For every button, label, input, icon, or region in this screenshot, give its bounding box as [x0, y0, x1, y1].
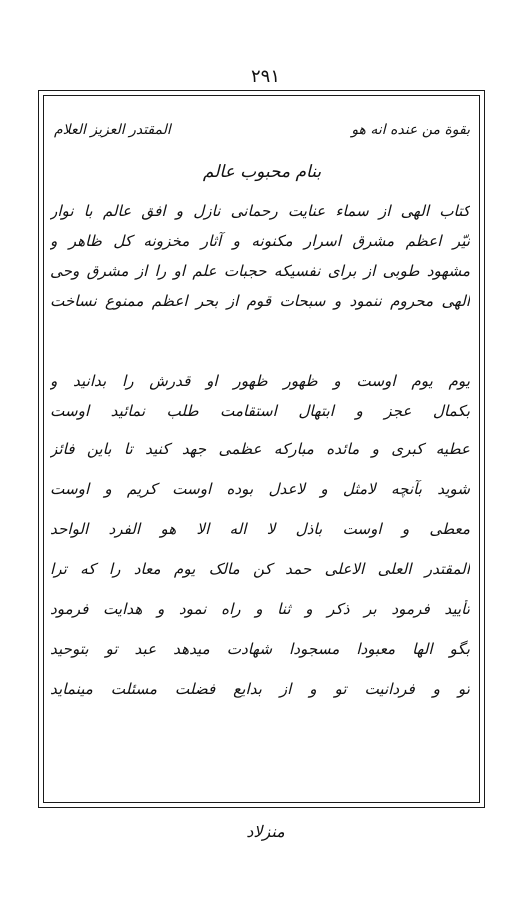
- text-line: عطیه کبری و مائده مبارکه عظمی جهد کنید تا باین فائز: [50, 440, 470, 458]
- text-line: بکمال عجز و ابتهال استقامت طلب نمائید اوست: [50, 402, 470, 420]
- text-line: شوید بآنچه لامثل و لاعدل بوده اوست کریم و اوست: [50, 480, 470, 498]
- text-line: کتاب الهی از سماء عنایت رحمانی نازل و افق عالم با نوار: [50, 202, 470, 220]
- invocation-left: المقتدر العزيز العلام: [54, 122, 171, 138]
- text-line: مشهود طوبی از برای نفسیکه حجبات علم او را از مشرق وحی: [50, 262, 470, 280]
- text-line: تو و فردانیت تو و از بدایع فضلت مسئلت مینماید: [50, 680, 470, 698]
- text-line: یوم یوم اوست و ظهور ظهور او قدرش را بدانید و: [50, 372, 470, 390]
- text-line: الهی محروم ننمود و سبحات قوم از بحر اعظم ممنوع نساخت: [50, 292, 470, 310]
- page-number: ۲۹۱: [250, 66, 280, 87]
- text-line: المقتدر العلی الاعلی حمد کن مالک یوم معاد را که ترا: [50, 560, 470, 578]
- text-line: معطی و اوست باذل لا اله الا هو الفرد الواحد: [50, 520, 470, 538]
- tablet-title: بنام محبوب عالم: [202, 162, 322, 182]
- text-line: نیّر اعظم مشرق اسرار مکنونه و آثار مخزونه کل ظاهر و: [50, 232, 470, 250]
- text-line: بگو الها معبودا مسجودا شهادت میدهد عبد تو بتوحید: [50, 640, 470, 658]
- text-line: تأیید فرمود بر ذکر و ثنا و راه نمود و هدایت فرمود: [50, 600, 470, 618]
- catchword: منزلاد: [246, 822, 285, 841]
- invocation-right: بقوة من عنده انه هو: [351, 122, 470, 138]
- invocation-header: [52, 118, 472, 146]
